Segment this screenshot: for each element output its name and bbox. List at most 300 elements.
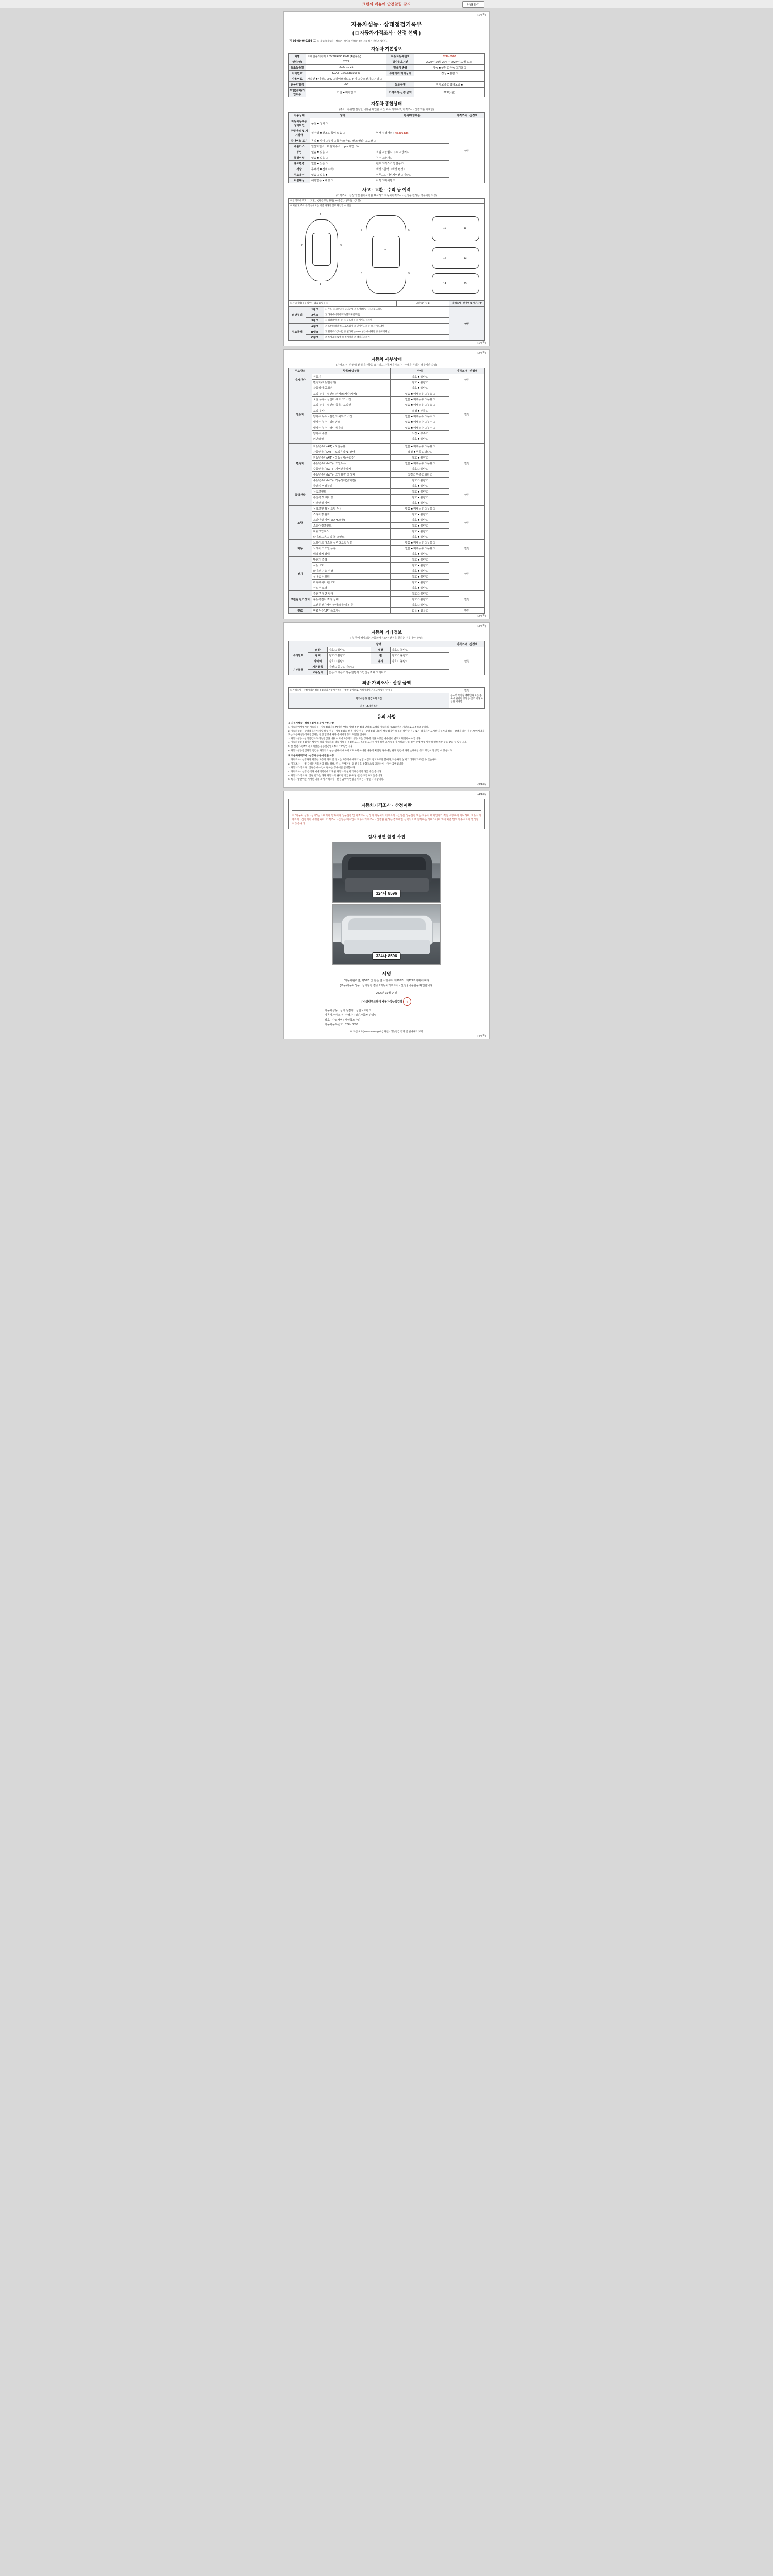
etc-item: 유리 [371, 658, 391, 664]
signature-row: 자동차성능 · 상태 점검자 : 성민국토관리 [325, 1009, 372, 1013]
overall-row-state[interactable]: 실주행 ■ 변조 □ 특이 없음 □ [310, 128, 375, 138]
detail-state[interactable]: 양호 ■ 불량 □ [391, 534, 449, 540]
car-rear-glass [348, 918, 426, 930]
special-note-label: 특기사항 및 점검자의 의견 [289, 693, 449, 704]
etc-item: 내장 [371, 647, 391, 653]
detail-item: 수동변속기(M/T) - 기어변속장치 [312, 466, 390, 472]
signature-row: 자동차가격조사 · 산정자 : 성민자동차 관리업 [325, 1014, 377, 1018]
detail-item: 디퍼렌셜 기어 [312, 500, 390, 506]
detail-state[interactable]: 적정 ■ 부족 □ 과다 □ [391, 449, 449, 455]
caution-item: 4. 가격조사 · 산정 금액과 매매계약서에 기재된 자동차의 실제 거래금액이 다를 수 있습니다. [288, 770, 382, 773]
etc-state[interactable]: 양호 □ 불량 □ [391, 653, 449, 658]
document-number-value: 05-00-040356 [293, 40, 312, 43]
assessor-value [449, 704, 485, 709]
diagram-label: 3 [340, 244, 342, 247]
detail-price: 만원 [449, 483, 485, 506]
detail-col: 항목/해당부품 [312, 368, 390, 374]
etc-group: 기본품목 [289, 664, 308, 675]
diagram-label: 7 [384, 249, 386, 252]
detail-state[interactable]: 양호 ■ 불량 □ [391, 489, 449, 495]
detail-state[interactable]: 양호 ■ 불량 □ [391, 551, 449, 557]
caution-item: 2. 자동차성능 · 상태점검자가 차량 발송 성능 · 상태점검을 한 후 차량 성능 · 상태점검 내용이 성능점검한 내용과 상이할 경우 또는 점검자가 고지한 자동차의 성능 · 상태가 다른 경우, 매매계약자 또는 자동차성능상태점검자는 관련 법령에 따라 손해배상 등의 책임을 집니다. [288, 730, 485, 736]
detail-group: 원동기 [289, 385, 312, 444]
page-2-number-bottom: (2/4쪽) [477, 615, 486, 618]
detail-state[interactable]: 양호 ■ 불량 □ [391, 563, 449, 568]
detail-group: 자기진단 [289, 374, 312, 385]
caution-item: 6. 특기사항란에는 기재된 내용 외에 가격조사 · 산정 금액에 영향을 미치는 사항을 기재합니다. [288, 778, 384, 781]
detail-item: 실내송풍 모터 [312, 574, 390, 580]
document-number: 제 05-00-040356 호 ※ 자동차[자동차 · 성능은 · 해당의 원하는 경우 제공해는 서비스 입니다.] [289, 40, 388, 43]
detail-item: 파워고압호스 [312, 529, 390, 534]
caution-item: 2. 가격조사 · 산정 금액은 자동차의 성능·상태, 연식, 주행거리, 옵션 등을 종합적으로 고려하여 산정한 금액입니다. [288, 762, 405, 765]
mileage-value: 48,496 Km [395, 132, 409, 135]
license-plate: 324나 8596 [372, 890, 400, 897]
accident-history[interactable]: ※ 사고이력(유무 확인) : 없음 ■ 있음 □ [289, 301, 397, 306]
overall-row-label: 배출가스 [289, 144, 310, 149]
total-price-table [288, 687, 485, 709]
caution-section-2: ※ 자동차가격조사 · 산정자 부분에 관한 사항 [288, 754, 334, 757]
rank-label: 2랭크 [306, 312, 324, 318]
detail-state[interactable]: 없음 ■ 미세누유 □ 누유 □ [391, 391, 449, 397]
basic-label: 보증유형 [386, 82, 414, 88]
overall-row-label: 주행거리 및 계기상태 [289, 128, 310, 138]
car-view-side-right-2 [432, 247, 479, 269]
caution-item: 3. 자동차가격조사 · 산정은 매수인이 원하는 경우에만 실시합니다. [288, 766, 356, 769]
detail-item: 변속기(자동변속기) [312, 380, 390, 385]
detail-state[interactable]: 양호 ■ 불량 □ [391, 568, 449, 574]
detail-state[interactable]: 없음 ■ 미세누유 □ 누유 □ [391, 402, 449, 408]
overall-row-extra: 선루프 □ 내비게이션 □ 기타 □ [375, 172, 449, 178]
detail-item: 추진축 및 베어링 [312, 495, 390, 500]
diagram-label: 1 [320, 213, 321, 216]
signature-date: 2026년 03월 04일 [376, 991, 397, 995]
detail-item: 원동기 [312, 374, 390, 380]
detail-item: 등속조인트 [312, 489, 390, 495]
detail-state[interactable]: 양호 ■ 불량 □ [391, 385, 449, 391]
etc-state[interactable]: 양호 □ 불량 □ [391, 647, 449, 653]
inspection-photo-front [332, 842, 441, 903]
accident-legend-table [288, 198, 485, 208]
detail-price: 만원 [449, 540, 485, 557]
detail-state[interactable]: 적정 ■ 부족 □ [391, 408, 449, 414]
detail-item: 윈도우 모터 [312, 585, 390, 591]
detail-state[interactable]: 적정 □ 부족 □ 과다 □ [391, 472, 449, 478]
detail-state[interactable]: 양호 ■ 불량 □ [391, 495, 449, 500]
overall-col: 사용상태 [289, 113, 310, 118]
basic-info-table [288, 53, 485, 97]
detail-group: 제동 [289, 540, 312, 557]
overall-col: 상태 [310, 113, 375, 118]
overall-row-state[interactable]: 없음 ■ 있음 □ [310, 161, 375, 166]
detail-price: 만원 [449, 506, 485, 540]
diagram-label: 5 [361, 229, 362, 232]
accident-legend-1: ※ 상태표시 부호 : X(교환), A(판금 또는 용접), W(흠집), C(부식), T(요철) [289, 199, 485, 204]
detail-state[interactable]: 양호 ■ 불량 □ [391, 529, 449, 534]
detail-state[interactable]: 적정 ■ 부족 □ [391, 431, 449, 436]
etc-item: 외장 [308, 647, 328, 653]
detail-item: 동력조향 작동 오일 누유 [312, 506, 390, 512]
detail-item: 오일 누유 - 실린더 헤드 / 가스켓 [312, 397, 390, 402]
accident-summary-table [288, 301, 485, 306]
diagram-label: 4 [320, 283, 321, 286]
basic-value: 324나8596 [414, 54, 484, 59]
signature-company: [ 4]성민국토관리 자동차성능점검장 인 [288, 997, 485, 1006]
rank-items: ⑥ 쿼터패널(좌/우) ⑦ 루프패널 ⑧ 사이드실패널 [324, 318, 449, 324]
detail-state[interactable]: 양호 ■ 불량 □ [391, 380, 449, 385]
detail-state[interactable]: 없음 ■ 미세누수 □ 누수 □ [391, 419, 449, 425]
basic-value: 트레일블레이저 1.35 TURBO FWD (4륜구동) [306, 54, 386, 59]
detail-group: 고전원 전기장치 [289, 591, 312, 608]
detail-state[interactable]: 없음 ■ 미세누유 □ 누유 □ [391, 444, 449, 449]
rank-items: ⑰ 트렁크플로어 ⑱ 리어패널 ⑲ 패키지트레이 [324, 335, 449, 341]
caution-section-1: ※ 자동차성능 · 상태점검자 부분에 관한 사항 [288, 722, 334, 724]
overall-row-label: 주요옵션 [289, 172, 310, 178]
overall-row-state[interactable]: 없음 ■ 있음 □ [310, 155, 375, 161]
detail-item: 구동축전지 격리 상태 [312, 597, 390, 602]
license-plate: 324나 8596 [372, 952, 400, 960]
page-3-number-top: (3/4쪽) [477, 625, 486, 628]
diagram-label: 15 [464, 282, 467, 285]
overall-row-state[interactable]: 일산화탄소 : % 탄화수소 : ppm 매연 : % [310, 144, 449, 149]
etc-item: 휠 [371, 653, 391, 658]
accident-note: (가격조사 · 산정액 및 불가사항을 표시하고 자동차가격조사 · 산정을 원하는 경우에만 작성) [336, 194, 437, 197]
caution-item: 5. 자동차가격조사 · 산정 결과는 해당 자동차의 권리관계(압류·저당 등)를 포함하지 않습니다. [288, 774, 383, 777]
detail-group: 조향 [289, 506, 312, 540]
basic-label: 보험(공제)가입여부 [289, 88, 306, 97]
detail-state[interactable]: 양호 ■ 불량 □ [391, 455, 449, 461]
detail-state[interactable]: 양호 □ 불량 □ [391, 478, 449, 483]
detail-price: 만원 [449, 374, 485, 385]
frame-parts-label: 주요골격 [289, 324, 306, 341]
etc-item: 보유상태 [308, 670, 328, 675]
etc-item: 기본품목 [308, 664, 328, 670]
diagram-label: 9 [408, 272, 410, 275]
assessor-label: 가격 · 조사산정자 [289, 704, 449, 709]
detail-item: 라디에이터 팬 모터 [312, 580, 390, 585]
detail-item: 타이로드엔드 및 볼 조인트 [312, 534, 390, 540]
detail-col: 상태 [391, 368, 449, 374]
etc-group: 수리필요 [289, 647, 308, 664]
detail-item: 냉각수 누수 - 라디에이터 [312, 425, 390, 431]
overall-col: 가격조사 · 산정액 [449, 113, 485, 118]
overall-row-label: 튜닝 [289, 149, 310, 155]
signature-line-1: "자동차관리법, 제58조 및 같은 법 시행규칙 제120조 · 제121조기재에 따라 [343, 979, 430, 982]
rank-items: ① 후드 ② 프론트휀더(좌/우) ③ 도어(좌/우) ④ 트렁크리드 [324, 307, 449, 312]
rank-label: A랭크 [306, 324, 324, 329]
diagram-label: 2 [301, 244, 303, 247]
detail-state[interactable]: 양호 □ 불량 □ [391, 602, 449, 608]
detail-state[interactable]: 없음 ■ 미세누수 □ 누수 □ [391, 414, 449, 419]
overall-row-extra: 현재 주행거리 : 48,496 Km [375, 128, 449, 138]
diagram-label: 11 [464, 227, 467, 230]
detail-group: 연료 [289, 608, 312, 614]
detail-item: 스티어링 펌프 [312, 512, 390, 517]
overall-row-extra: 색상 : 흰색 □ 색상 변경 □ [375, 166, 449, 172]
car-view-underbody [432, 273, 479, 294]
caution-body [288, 722, 485, 782]
etc-state[interactable]: 자켓 □ 공구 □ 기타 □ [328, 664, 449, 670]
detail-state[interactable]: 양호 ■ 불량 □ [391, 374, 449, 380]
basic-value: 가입 ■ 미가입 □ [306, 88, 386, 97]
detail-state[interactable]: 양호 □ 불량 □ [391, 591, 449, 597]
diagram-label: 10 [443, 227, 446, 230]
detail-price: 만원 [449, 444, 485, 483]
rank-items: ⑬ 휠하우스(좌/우) ⑭ 필라패널(A,B,C) ⑮ 대쉬패널 ⑯ 플로어패널 [324, 329, 449, 335]
page-1-number-bottom: (1/4쪽) [477, 342, 486, 345]
etc-state[interactable]: 양호 □ 불량 □ [328, 647, 371, 653]
page-4-number-top: (4/4쪽) [477, 793, 486, 796]
caution-item: 1. 자동차매매업자는 자동차를 · 상태점검기록부(이하 "성능·상태 부분 점검 안내를 고객의 자동차의 KM(㎞)까지 기간으로 교부하였습니다. [288, 725, 429, 728]
overall-row-state[interactable]: 해당없음 ■ 해당 □ [310, 178, 375, 183]
page-4 [283, 791, 490, 1040]
total-price-note: ※ 가격조사 · 산정가격은 성능점검일의 자동차가격을 산정한 것이므로, 거래가격이 기재되지 않을 수 있음 [289, 688, 449, 693]
rank-items: ⑤ 라디에이터서포트(볼트체결부품) [324, 312, 449, 318]
overall-row-label: 차대번호 표기 [289, 138, 310, 144]
detail-state[interactable]: 없음 ■ 미세누수 □ 누수 □ [391, 425, 449, 431]
car-roof [372, 236, 400, 268]
detail-item: 수동변속기(M/T) - 오일유량 및 상태 [312, 472, 390, 478]
etc-col-left [289, 641, 308, 647]
detail-state[interactable]: 없음 ■ 미세누유 □ 누유 □ [391, 461, 449, 466]
signature-row: 자동차등록번호 : 324나8596 [325, 1023, 358, 1027]
document-wrap [0, 11, 773, 1039]
detail-group: 전기 [289, 557, 312, 591]
detail-item: 배력장치 상태 [312, 551, 390, 557]
diagram-label: 14 [443, 282, 446, 285]
rank-label: C랭크 [306, 335, 324, 341]
overall-price-cell: 만원 [449, 118, 485, 183]
detail-item: 클러치 어셈블리 [312, 483, 390, 489]
detail-item: 충전구 절연 상태 [312, 591, 390, 597]
detail-item: 고전원전기배선 상태(접속/피복 등) [312, 602, 390, 608]
detail-table [288, 368, 485, 614]
detail-state[interactable]: 없음 ■ 미세누유 □ 누유 □ [391, 540, 449, 546]
overall-row-label: 용도변경 [289, 161, 310, 166]
page-title: 자동차성능 · 상태점검기록부 [351, 22, 422, 28]
etc-title: 자동차 기타정보 [371, 630, 402, 635]
etc-price: 만원 [449, 647, 485, 675]
overall-row-state[interactable]: 동일 ■ 상이 □ [310, 118, 375, 128]
detail-state[interactable]: 양호 ■ 불량 □ [391, 517, 449, 523]
detail-state[interactable]: 양호 □ 불량 □ [391, 597, 449, 602]
page-1-number-top: (1/4쪽) [477, 14, 486, 17]
basic-value: LSY [306, 82, 386, 88]
basic-label: 검사유효기간 [386, 59, 414, 65]
accident-price-label: 가격조사 · 산정액 및 평가사항 [449, 301, 485, 306]
car-view-side-right [432, 216, 479, 241]
etc-item: 타이어 [308, 658, 328, 664]
basic-label: 원동기형식 [289, 82, 306, 88]
detail-group: 동력전달 [289, 483, 312, 506]
basic-value: 2022 [306, 59, 386, 65]
etc-state[interactable]: 양호 □ 불량 □ [328, 653, 371, 658]
page-1 [283, 11, 490, 346]
top-toolbar [0, 0, 773, 8]
detail-item: 발전기 출력 [312, 557, 390, 563]
basic-price-label: 가격조사·산정 금액 [386, 88, 414, 97]
overall-table [288, 112, 485, 183]
accident-repair[interactable]: 교환 ■ 단순 ■ [396, 301, 449, 306]
overall-title: 자동차 종합상태 [371, 101, 402, 106]
detail-price: 만원 [449, 557, 485, 591]
diagram-label: 8 [361, 272, 362, 275]
caution-item: 1. 가격조사 · 산정자가 제공한 자동차 가격 및 정보는 자동차매매계약 성립 시점의 참고자료일 뿐이며, 자동차의 실제 거래가격과 다를 수 있습니다. [288, 758, 438, 761]
overall-row-extra [375, 118, 449, 128]
etc-col-state: 상태 [308, 641, 449, 647]
overall-row-label: 색상 [289, 166, 310, 172]
detail-state[interactable]: 양호 ■ 불량 □ [391, 580, 449, 585]
detail-item: 냉각수 누수 - 워터펌프 [312, 419, 390, 425]
detail-item: 커먼레일 [312, 436, 390, 442]
rank-label: B랭크 [306, 329, 324, 335]
detail-item: 자동변속기(A/T) - 작동상태(공회전) [312, 455, 390, 461]
page-2-number-top: (2/4쪽) [477, 352, 486, 355]
detail-state[interactable]: 양호 ■ 불량 □ [391, 436, 449, 442]
detail-state[interactable]: 양호 ■ 불량 □ [391, 500, 449, 506]
car-cabin-left [312, 233, 331, 266]
accident-legend-2: ※ 외판 및 주요 골격 부위도는 기준 아래의 실로 확인할 수 있음 [289, 204, 485, 208]
page-3-number-bottom: (3/4쪽) [477, 783, 486, 786]
detail-item: 와이퍼 기능 이상 [312, 568, 390, 574]
basic-label: 최초등록일 [289, 65, 306, 71]
detail-state[interactable]: 없음 ■ 미세누유 □ 누유 □ [391, 506, 449, 512]
print-button[interactable]: 인쇄하기 [462, 1, 484, 8]
car-windshield [348, 857, 426, 870]
detail-item: 수동변속기(M/T) - 작동상태(공회전) [312, 478, 390, 483]
rank-label: 1랭크 [306, 307, 324, 312]
detail-state[interactable]: 양호 ■ 불량 □ [391, 483, 449, 489]
overall-row-extra: 적법 □ 불법 □ 구조 □ 장치 □ [375, 149, 449, 155]
overall-row-extra: 렌트 □ 리스 □ 영업용 □ [375, 161, 449, 166]
page-4-number-bottom: (4/4쪽) [477, 1035, 486, 1038]
diagram-label: 13 [464, 257, 467, 260]
basic-label: 차명 [289, 54, 306, 59]
basic-label: 주행거리 계기상태 [386, 71, 414, 76]
detail-state[interactable]: 양호 □ 불량 □ [391, 466, 449, 472]
warn-body: ※ "자동차 성능 · 상태"는 소비자가 원하여야 성능점검 및 가격조사 산정의 자동차의 가격조사 · 산정은 성능점검 또는 자동차 매매업자가 직접 수행하지 아니하며, 자동차가격조사 · 산정자가 수행합니다. 가격조사 · 산정은 매수인이 자동차가격조사 · 산정을 원하는 경우에만 선택적으로 진행하는 서비스이며 그에 따른 별도의 수수료가 발생할 수 있습니다. [292, 814, 481, 825]
detail-item: 스티어링 기어(MDPS포함) [312, 517, 390, 523]
etc-state[interactable]: 양호 □ 불량 □ [328, 658, 371, 664]
detail-item: 작동상태(공회전) [312, 385, 390, 391]
basic-info-title: 자동차 기본정보 [371, 46, 402, 52]
topbar-notice: 크린의 메뉴에 안전알림 감지 [362, 2, 411, 6]
photos-title: 검사 장면 촬영 사진 [367, 834, 406, 839]
page-2 [283, 349, 490, 619]
basic-price-value: 329만(원) [414, 88, 484, 97]
overall-row-state[interactable]: 없음 ■ 있음 □ [310, 149, 375, 155]
caution-item: 6. 자동차성능점검자가 점검한 자동차의 성능·상태에 대하여 고지하지 아니한 내용이 확인될 경우에는 관계 법령에 따라 손해배상 등의 책임이 발생할 수 있습니다. [288, 749, 453, 752]
etc-item: 광택 [308, 653, 328, 658]
signature-title: 서명 [382, 971, 391, 976]
signature-line-2: (구등)자동차성능 · 상태점검 검증 / 자동차가격조사 · 산정 ) 내용임을 확인합니다. [340, 984, 433, 987]
detail-item: 오일 누유 - 실린더 커버(로커암 커버) [312, 391, 390, 397]
detail-price: 만원 [449, 385, 485, 444]
caution-title: 유의 사항 [377, 714, 396, 719]
signature-grid [325, 1009, 448, 1026]
caution-item: 3. 자동차성능 · 상태점검자가 성능점검한 내용 이외에 자동차의 성능 또는 상태에 대한 사항은 매수인이 별도로 확인하여야 합니다. [288, 737, 421, 740]
overall-row-label: 자동차등록증 상태확인 [289, 118, 310, 128]
basic-label: 사용연료 [289, 76, 306, 82]
rank-label: 3랭크 [306, 318, 324, 324]
detail-item: 스티어링조인트 [312, 523, 390, 529]
overall-row-state[interactable]: 동일 ■ 상이 □ 부식 □ 훼손(오손) □ 변조(변타) □ 도말 □ [310, 138, 449, 144]
diagram-label: 12 [443, 257, 446, 260]
detail-item: 자동변속기(A/T) - 오일누유 [312, 444, 390, 449]
overall-row-state[interactable]: 무채색 ■ 전체도색 □ [310, 166, 375, 172]
detail-item: 자동변속기(A/T) - 오일유량 및 상태 [312, 449, 390, 455]
etc-state[interactable]: 양호 □ 불량 □ [391, 658, 449, 664]
rank-items: ⑨ 프론트패널 ⑩ 크로스멤버 ⑪ 인사이드패널 ⑫ 사이드멤버 [324, 324, 449, 329]
detail-item: 연료누출(LP가스포함) [312, 608, 390, 614]
caution-item: 5. 본 점검기록부의 유효기간은 성능점검일로부터 120일입니다. [288, 744, 353, 748]
etc-table [288, 641, 485, 675]
detail-item: 오일 유량 [312, 408, 390, 414]
basic-label: 자동차등록번호 [386, 54, 414, 59]
detail-item: 시동 모터 [312, 563, 390, 568]
page-subtitle: ( □ 자동차가격조사 · 산정 선택 ) [352, 30, 421, 36]
basic-value: KLA4TCS62NB036547 [306, 71, 386, 76]
etc-col-price: 가격조사 · 산정액 [449, 641, 485, 647]
detail-col: 가격조사 · 산정액 [449, 368, 485, 374]
detail-state[interactable]: 양호 ■ 불량 □ [391, 585, 449, 591]
accident-title: 사고 · 교환 · 수리 등 이력 [362, 187, 411, 192]
detail-price: 만원 [449, 591, 485, 608]
overall-col: 항목/해당부품 [375, 113, 449, 118]
detail-state[interactable]: 양호 ■ 불량 □ [391, 557, 449, 563]
basic-value: 자가보증 □ 업체보증 ■ [414, 82, 484, 88]
seal-icon: 인 [403, 997, 411, 1006]
parts-rank-table [288, 306, 485, 341]
overall-row-label: 리콜대상 [289, 178, 310, 183]
basic-label: 변속기 종류 [386, 65, 414, 71]
detail-state[interactable]: 없음 ■ 있음 □ [391, 608, 449, 614]
overall-row-extra: 침수 □ 화재 □ [375, 155, 449, 161]
diagram-label: 6 [408, 229, 410, 232]
overall-row-label: 특별이력 [289, 155, 310, 161]
etc-state[interactable]: 없음 □ 있음 □ 사용설명서 □ 안전삼각대 □ 기타 □ [328, 670, 449, 675]
warn-title: 자동차가격조사 · 산정이란 [292, 802, 481, 811]
detail-state[interactable]: 양호 ■ 불량 □ [391, 512, 449, 517]
overall-row-extra: 이행 □ 미이행 □ [375, 178, 449, 183]
inspection-photo-rear [332, 904, 441, 965]
warn-box [288, 799, 485, 829]
detail-state[interactable]: 양호 ■ 불량 □ [391, 574, 449, 580]
detail-col: 주요장치 [289, 368, 312, 374]
signature-body [288, 979, 485, 1006]
total-price-value: 만원 [449, 688, 485, 693]
detail-state[interactable]: 양호 ■ 불량 □ [391, 523, 449, 529]
total-price-title: 최종 가격조사 · 산정 금액 [362, 680, 411, 685]
outer-parts-label: 외판부위 [289, 307, 306, 324]
detail-note: (가격조사 · 산정액 및 불가사항을 표시하고 자동차가격조사 · 산정을 원하는 경우에만 작성) [336, 364, 437, 367]
basic-value: 2025년 10월 22일 ~ 2027년 10월 21일 [414, 59, 484, 65]
basic-value: 자동 ■ 무단 □ 수동 □ 기타 □ [414, 65, 484, 71]
detail-item: 냉각수 누수 - 실린더 헤드/가스켓 [312, 414, 390, 419]
basic-label: 차대번호 [289, 71, 306, 76]
car-damage-diagram[interactable] [288, 208, 485, 301]
special-note-value: 용도와 특성상 매매업자 또는 종류에 관련된 항목 등 참조 기타 사항을 기재함 [449, 693, 485, 704]
detail-item: 브레이크 마스터 실린더오일 누유 [312, 540, 390, 546]
overall-row-state[interactable]: 없음 □ 있음 ■ [310, 172, 375, 178]
page-3 [283, 622, 490, 788]
signature-row: 상호 · 사업자명 : 성민국토관리 [325, 1019, 361, 1022]
detail-item: 수동변속기(M/T) - 오일누유 [312, 461, 390, 466]
basic-label: 연식(연) [289, 59, 306, 65]
detail-state[interactable]: 없음 ■ 미세누유 □ 누유 □ [391, 397, 449, 402]
detail-state[interactable]: 없음 ■ 미세누유 □ 누유 □ [391, 546, 449, 551]
basic-value: 정상 ■ 불량 □ [414, 71, 484, 76]
etc-note: (유·무에 해당되는 자동차가격조사·산정을 원하는 경우에만 작성) [350, 637, 423, 640]
